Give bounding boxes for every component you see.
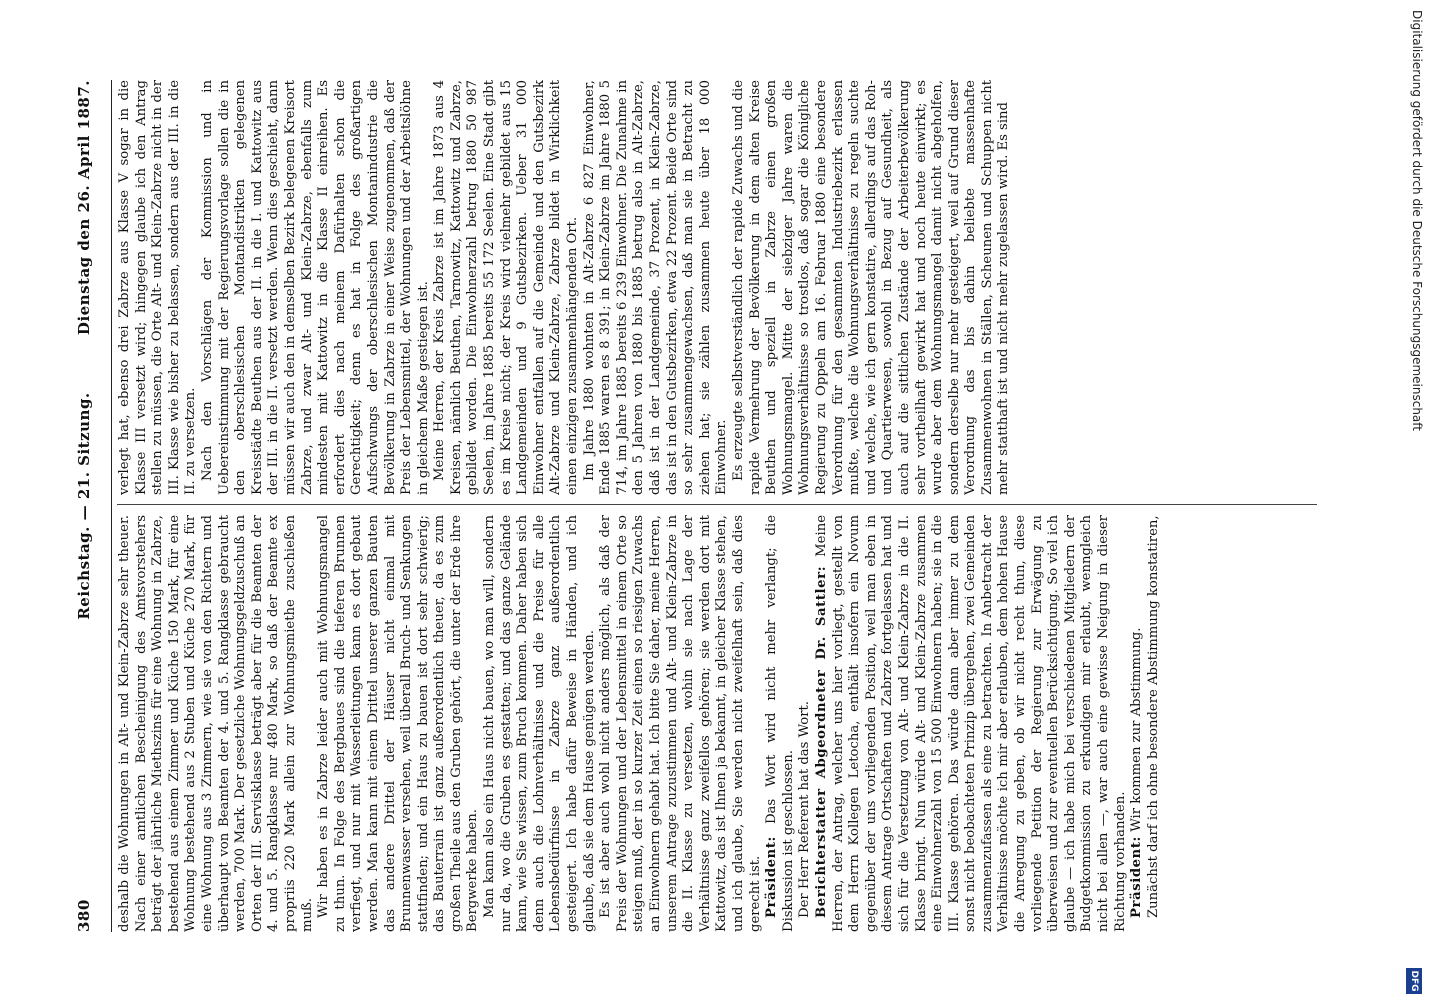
column-divider <box>117 504 1317 505</box>
right-paragraph-1: deshalb die Wohnungen in Alt- und Klein-Zabrze sehr theuer. Nach einer amtlichen Bescheinigung des Amtsvorstehers beträgt der jährliche Miethszins für eine Wohnung in Zabrze, bestehend aus einem Zimmer und Küche 150 Mark, für eine Wohnung bestehend aus 2 Stuben und Küche 270 Mark, für eine Wohnung aus 3 Zimmern, wie sie von den Richtern und überhaupt von Beamten der 4. und 5. Rangklasse gebraucht werden, 700 Mark. Der gesetzliche Wohnungsgeldzuschuß an Orten der III. Servisklasse beträgt aber für die Beamten der 4. und 5. Rangklasse nur 480 Mark, so daß der Beamte ex propriis 220 Mark allein zur Wohnungsmiethe zuschießen muß. <box>117 515 315 932</box>
header-rule <box>111 80 112 932</box>
right-paragraph-2: Wir haben es in Zabrze leider auch mit Wohnungsmangel zu thun. In Folge des Bergbaues sind die tieferen Brunnen verfiegt, und nur mit Wasserleitungen kann es dort gebaut werden. Man kann mit einem Drittel unserer ganzen Bauten das andere Drittel der Häuser nicht einmal mit Brunnenwasser versehen, weil überall Bruch- und Senkungen stattfinden; und ein Haus zu bauen ist dort sehr schwierig; das Bauterrain ist ganz außerordentlich theuer, da es zum großen Theile aus den Gruben gehört, die unter der Erde ihre Bergwerke haben. <box>316 515 481 932</box>
left-paragraph-3: Meine Herren, der Kreis Zabrze ist im Jahre 1873 aus 4 Kreisen, nämlich Beuthen, Tarnowitz, Kattowitz und Zabrze, gebildet worden. Die Einwohnerzahl betrug 1880 50 987 Seelen, im Jahre 1885 bereits 55 172 Seelen. Eine Stadt gibt es im Kreise nicht; der Kreis wird vielmehr gebildet aus 15 Landgemeinden und 9 Gutsbezirken. Ueber 31 000 Einwohner entfallen auf die Gemeinde und den Gutsbezirk Alt-Zabrze und Klein-Zabrze, Zabrze bildet in Wirklichkeit einen einzigen zusammenhängenden Ort. <box>432 80 581 495</box>
left-column <box>117 80 1317 495</box>
dfg-logo: DFG <box>1406 968 1422 994</box>
running-header <box>75 80 105 932</box>
speaker-name: Präsident: <box>1129 835 1145 918</box>
left-paragraph-4: Im Jahre 1880 wohnten in Alt-Zabrze 6 827 Einwohner, Ende 1885 waren es 8 391; in Klein-Zabrze im Jahre 1880 5 714, im Jahre 1885 bereits 6 239 Einwohner. Die Zunahme in den 5 Jahren von 1880 bis 1885 betrug also in Alt-Zabrze, daß ist in der Landgemeinde, 37 Prozent, in Klein-Zabrze, das ist in den Gutsbezirken, etwa 22 Prozent. Beide Orte sind so sehr zusammengewachsen, daß man sie in Betracht zu ziehen hat; sie zählen zusammen heute über 18 000 Einwohner. <box>581 80 730 495</box>
left-paragraph-2: Nach den Vorschlägen der Kommission und in Uebereinstimmung mit der Regierungsvorlage sollen die in den oberschlesischen Montandistrikten gelegenen Kreisstädte Beuthen aus der II. in die I. und Kattowitz aus der III. in die II. versetzt werden. Wenn dies geschieht, dann müssen wir auch den in demselben Bezirk belegenen Kreisort Zabrze, und zwar Alt- und Klein-Zabrze, ebenfalls zum mindesten mit Kattowitz in die Klasse II einreihen. Es erfordert dies nach meinem Dafürhalten schon die Gerechtigkeit; denn es hat in Folge des großartigen Aufschwungs der oberschlesischen Montanindustrie die Bevölkerung in Zabrze in einer Weise zugenommen, daß der Preis der Lebensmittel, der Wohnungen und der Arbeitslöhne in gleichem Maße gestiegen ist. <box>199 80 431 495</box>
header-date: Dienstag den 26. April 1887. <box>75 80 93 336</box>
president-remark-1 <box>764 515 797 932</box>
reporter-speech <box>814 515 1129 932</box>
page-number: 380 <box>75 899 93 932</box>
president-remark-2-line2: Zunächst darf ich ohne besondere Abstimmung konstatiren, <box>1145 515 1161 918</box>
left-paragraph-1: verlegt hat, ebenso drei Zabrze aus Klasse V sogar in die Klasse III versetzt wird; hingegen glaube ich den Antrag stellen zu müssen, die Orte Alt- und Klein-Zabrze nicht in der III. Klasse wie bisher zu belassen, sondern aus der III. in die II. zu versetzen. <box>117 80 199 495</box>
digitization-credit <box>1404 0 1424 1000</box>
speech-text: Meine Herren, der Antrag, welcher uns hier vorliegt, gestellt von dem Herrn Kollegen Letocha, enthält insofern ein Novum gegenüber der uns vorliegenden Position, weil man eben in diesem Antrage Ortschaften und Zabrze fortgelassen hat und sich für die Versetzung von Alt- und Klein-Zabrze in die II. Klasse bringt. Nun würde Alt- und Klein-Zabrze zusammen eine Einwohnerzahl von 15 500 Einwohnern haben; sie in die III. Klasse gehören. Das würde dann aber immer zu dem sonst nicht beobachteten Prinzip übergehen, zwei Gemeinden zusammenzufassen als eine zu betrachten. In Anbetracht der Verhältnisse möchte ich mir aber erlauben, dem hohen Hause die Anregung zu geben, ob wir nicht recht thun, diese vorliegende Petition der Regierung zur Erwägung zu überweisen und zur eventuellen Berücksichtigung. So viel ich glaube — ich habe mich bei verschiedenen Mitgliedern der Budgetkommission zu erkundigen mir erlaubt, wenngleich nicht bei allen —, war auch eine gewisse Neigung in dieser Richtung vorhanden. <box>813 515 1128 932</box>
president-remark-1-line2: Der Herr Referent hat das Wort. <box>797 701 813 918</box>
speech-text: Das Wort wird nicht mehr verlangt; die Diskussion ist geschlossen. <box>764 515 796 932</box>
right-paragraph-4: Es ist aber auch wohl nicht anders möglich, als daß der Preis der Wohnungen und der Lebensmittel in einem Orte so steigen muß, der in so kurzer Zeit einen so riesigen Zuwachs an Einwohnern gehabt hat. Ich bitte Sie daher, meine Herren, unserem Antrage zuzustimmen und Alt- und Klein-Zabrze in die II. Klasse zu versetzen, wohin sie nach Lage der Verhältnisse ganz zweifellos gehören; sie werden dort mit Kattowitz, das ist Ihnen ja bekannt, in gleicher Klasse stehen, und ich glaube, Sie werden nicht zweifelhaft sein, daß dies gerecht ist. <box>598 515 763 932</box>
speaker-name: Berichterstatter Abgeordneter Dr. Sattler: <box>813 565 829 918</box>
president-remark-2 <box>1129 515 1146 932</box>
speech-text: Wir kommen zur Abstimmung. <box>1129 627 1145 836</box>
right-column <box>117 515 1317 932</box>
speaker-name: Präsident: <box>764 835 780 918</box>
right-paragraph-3: Man kann also ein Haus nicht bauen, wo man will, sondern nur da, wo die Gruben es gestatten; und das ganze Gelände kann, wie Sie wissen, zum Bruch kommen. Daher haben sich denn auch die Lohnverhältnisse und die Preise für alle Lebensbedürfnisse in Zabrze ganz außerordentlich gesteigert. Ich habe dafür Beweise in Händen, und ich glaube, daß sie dem Hause genügen werden. <box>482 515 597 932</box>
credit-text: Digitalisierung gefördert durch die Deutsche Forschungsgemeinschaft <box>1410 10 1424 432</box>
left-paragraph-5: Es erzeugte selbstverständlich der rapide Zuwachs und die rapide Vermehrung der Bevölkerung in dem alten Kreise Beuthen und speziell in Zabrze einen großen Wohnungsmangel. Mitte der siebziger Jahre waren die Wohnungsverhältnisse so trostlos, daß sogar die Königliche Regierung zu Oppeln am 16. Februar 1880 eine besondere Verordnung für den gesammten Industriebezirk erlassen mußte, welche die Wohnungsverhältnisse zu regeln suchte und welche, wie ich gern konstatire, allerdings auf das Roh- und Quartierwesen, sowohl in Bezug auf Gesundheit, als auch auf die sittlichen Zustände der Arbeiterbevölkerung sehr vortheilhaft gewirkt hat und noch heute einwirkt; es wurde aber dem Wohnungsmangel damit nicht abgeholfen, sondern derselbe nur mehr gesteigert, weil auf Grund dieser Verordnung das bis dahin beliebte massenhafte Zusammenwohnen in Ställen, Scheunen und Schuppen nicht mehr statthaft ist und nicht mehr zugelassen wird. Es sind <box>730 80 1012 495</box>
header-title: Reichstag. — 21. Sitzung. <box>75 392 93 620</box>
